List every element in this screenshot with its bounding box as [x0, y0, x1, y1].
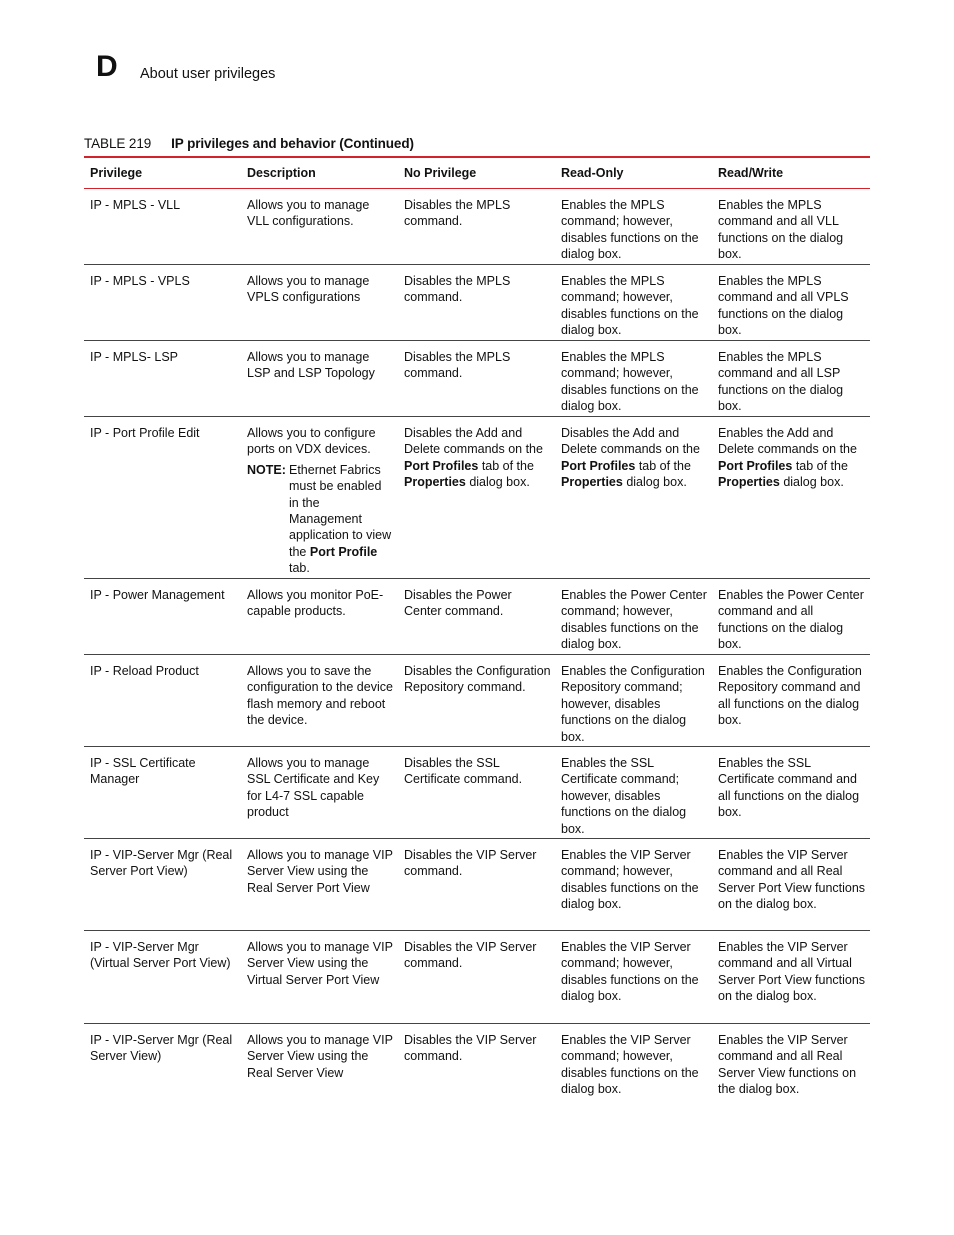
read-only-cell: Enables the MPLS command; however, disables functions on the dialog box.	[561, 350, 699, 414]
description-text: Allows you to configure ports on VDX devices.	[247, 426, 376, 457]
bold-term: Properties	[404, 475, 466, 490]
read-write-cell: Enables the MPLS command and all VPLS functions on the dialog box.	[718, 274, 849, 338]
note-body: Ethernet Fabrics must be enabled in the Management application to view the	[289, 462, 392, 559]
description-cell: Allows you monitor PoE-capable products.	[247, 588, 384, 619]
no-privilege-cell: Disables the MPLS command.	[404, 198, 511, 229]
bold-term: Properties	[718, 475, 780, 490]
description-cell: Allows you to manage VIP Server View using the Real Server View	[247, 1033, 393, 1080]
table-row	[84, 417, 870, 579]
description-cell: Allows you to manage VPLS configurations	[247, 274, 370, 305]
read-write-cell: Enables the MPLS command and all LSP functions on the dialog box.	[718, 350, 844, 414]
table-row	[84, 341, 870, 417]
column-header-read-write: Read/Write	[718, 165, 784, 180]
table-row	[84, 747, 870, 839]
cell-text: dialog box.	[626, 475, 687, 490]
privileges-table	[84, 156, 870, 1099]
read-write-cell: Enables the Configuration Repository command and all functions on the dialog box.	[718, 664, 862, 728]
column-header-description: Description	[247, 165, 316, 180]
no-privilege-cell: Disables the MPLS command.	[404, 274, 511, 305]
column-header-read-only: Read-Only	[561, 165, 624, 180]
description-cell: Allows you to manage VIP Server View using the Virtual Server Port View	[247, 940, 393, 987]
no-privilege-cell: Disables the MPLS command.	[404, 350, 511, 381]
privilege-cell: IP - SSL Certificate Manager	[90, 756, 196, 787]
read-write-cell: Enables the Power Center command and all functions on the dialog box.	[718, 588, 864, 652]
cell-text: tab of the	[795, 458, 848, 473]
table-row	[84, 189, 870, 265]
cell-text: tab of the	[638, 458, 691, 473]
table-caption	[84, 136, 414, 151]
column-header-no-privilege: No Privilege	[404, 165, 477, 180]
read-write-cell: Enables the VIP Server command and all Real Server View functions on the dialog box.	[718, 1033, 857, 1097]
no-privilege-cell: Disables the Power Center command.	[404, 588, 512, 619]
description-cell: Allows you to manage VLL configurations.	[247, 198, 370, 229]
no-privilege-cell: Disables the Configuration Repository command.	[404, 664, 551, 695]
no-privilege-cell: Disables the VIP Server command.	[404, 848, 537, 879]
no-privilege-cell: Disables the VIP Server command.	[404, 940, 537, 971]
read-write-cell: Enables the SSL Certificate command and all functions on the dialog box.	[718, 756, 860, 820]
cell-text: Enables the Add and Delete commands on the	[718, 426, 857, 457]
note-end: tab.	[289, 561, 310, 576]
read-only-cell	[555, 417, 712, 578]
privilege-cell: IP - VIP-Server Mgr (Real Server View)	[90, 1033, 233, 1064]
read-only-cell: Enables the MPLS command; however, disables functions on the dialog box.	[561, 198, 699, 262]
bold-term: Port Profiles	[404, 458, 479, 473]
bold-term: Properties	[561, 475, 623, 490]
cell-text: Disables the Add and Delete commands on the	[561, 426, 700, 457]
page-header-title: About user privileges	[140, 66, 276, 82]
privilege-cell: IP - Port Profile Edit	[90, 426, 200, 440]
column-header-privilege: Privilege	[90, 165, 143, 180]
read-write-cell	[712, 417, 870, 578]
table-title: IP privileges and behavior (Continued)	[171, 136, 414, 151]
bold-term: Port Profiles	[561, 458, 636, 473]
cell-text: Disables the Add and Delete commands on the	[404, 426, 543, 457]
read-only-cell: Enables the VIP Server command; however, disables functions on the dialog box.	[561, 848, 699, 912]
table-header-row	[84, 158, 870, 189]
privilege-cell: IP - Reload Product	[90, 664, 199, 678]
chapter-letter: D	[96, 50, 118, 83]
privilege-cell: IP - MPLS- LSP	[90, 350, 178, 364]
table-row	[84, 655, 870, 747]
table-row	[84, 931, 870, 1024]
table-row	[84, 1024, 870, 1099]
table-row	[84, 265, 870, 341]
cell-text: dialog box.	[469, 475, 530, 490]
privilege-cell: IP - VIP-Server Mgr (Virtual Server Port View)	[90, 940, 231, 971]
note-block	[247, 462, 394, 577]
description-cell: Allows you to manage VIP Server View using the Real Server Port View	[247, 848, 393, 895]
note-bold-term: Port Profile	[309, 544, 378, 559]
table-number: TABLE 219	[84, 136, 152, 151]
read-write-cell: Enables the VIP Server command and all Real Server Port View functions on the dialog box.	[718, 848, 866, 912]
read-only-cell: Enables the Configuration Repository command; however, disables functions on the dialog box.	[561, 664, 705, 744]
bold-term: Port Profiles	[718, 458, 793, 473]
read-write-cell: Enables the VIP Server command and all Virtual Server Port View functions on the dialog box.	[718, 940, 866, 1004]
privilege-cell: IP - MPLS - VLL	[90, 198, 181, 212]
read-only-cell: Enables the VIP Server command; however, disables functions on the dialog box.	[561, 940, 699, 1004]
description-cell	[241, 417, 398, 578]
description-cell: Allows you to manage SSL Certificate and Key for L4-7 SSL capable product	[247, 756, 380, 820]
read-only-cell: Enables the SSL Certificate command; however, disables functions on the dialog box.	[561, 756, 687, 836]
privilege-cell: IP - Power Management	[90, 588, 225, 602]
privilege-cell: IP - MPLS - VPLS	[90, 274, 190, 288]
no-privilege-cell: Disables the VIP Server command.	[404, 1033, 537, 1064]
description-cell: Allows you to save the configuration to the device flash memory and reboot the device.	[247, 664, 393, 728]
table-row	[84, 839, 870, 931]
description-cell: Allows you to manage LSP and LSP Topology	[247, 350, 375, 381]
no-privilege-cell: Disables the SSL Certificate command.	[404, 756, 523, 787]
read-only-cell: Enables the VIP Server command; however, disables functions on the dialog box.	[561, 1033, 699, 1097]
read-write-cell: Enables the MPLS command and all VLL functions on the dialog box.	[718, 198, 844, 262]
note-label: NOTE:	[247, 462, 286, 477]
note-text	[289, 462, 394, 577]
read-only-cell: Enables the Power Center command; however, disables functions on the dialog box.	[561, 588, 707, 652]
table-row	[84, 579, 870, 655]
privilege-cell: IP - VIP-Server Mgr (Real Server Port View)	[90, 848, 233, 879]
no-privilege-cell	[398, 417, 555, 578]
cell-text: dialog box.	[783, 475, 844, 490]
cell-text: tab of the	[481, 458, 534, 473]
read-only-cell: Enables the MPLS command; however, disables functions on the dialog box.	[561, 274, 699, 338]
